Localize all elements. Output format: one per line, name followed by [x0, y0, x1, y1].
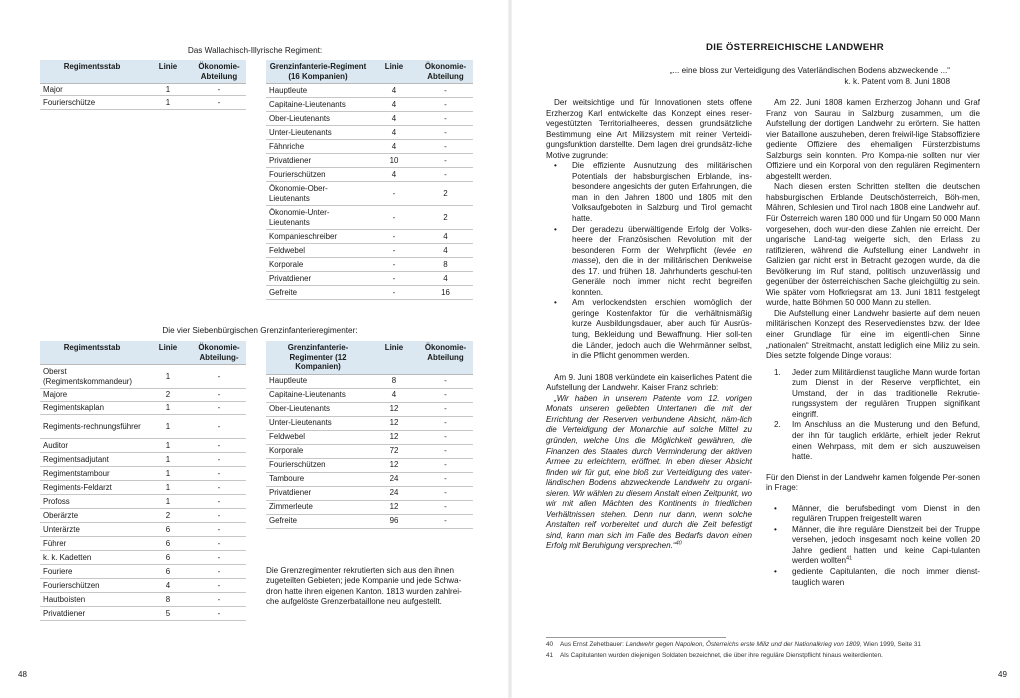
epigraph-source: k. k. Patent vom 8. Juni 1808 [844, 76, 950, 86]
table-cell: 6 [144, 565, 192, 579]
table-cell: Feldwebel [266, 244, 370, 258]
table-cell: 4 [370, 126, 418, 140]
table-cell: - [418, 374, 473, 388]
table-row [266, 182, 473, 206]
table-cell: Tamboure [266, 472, 370, 486]
table-cell: Hauptleute [266, 84, 370, 98]
table-row [266, 286, 473, 300]
table-cell: Privatdiener [266, 486, 370, 500]
table-cell: Profoss [40, 495, 144, 509]
table-cell: Majore [40, 389, 144, 402]
emperor-quote: „Wir haben in unserem Patente vom 12. vorigen Monats unseren geliebten Untertanen die mit der Errichtung der Reserven verbundene Absicht, näm-lich die Verteidigung der Monarchie auf solche Mittel zu gründen, welche Uns die Möglichkeit gewähren, die Finanzen des Staates durch Verminderung der aktiven Armee zu erleichtern, eröffnet. In eben dieser Absicht finden wir für gut, eine bloß zur Verteidigung des vater-ländischen Bodens abzweckende Landwehr zu organi-sieren. Wir wählen zu diesem Anstalt einen Zeitpunkt, wo wir mit allen Mächten des Kontinents in friedlichen Verhältnissen stehen. Denn nur dann, wenn solche Anstalten reif vorbereitet und durch die Zeit befestigt sind, kann man sich im Falle des Bedarfs davon einen Erfolg mit Beruhigung versprechen.“$^{40}$ [546, 393, 752, 551]
table-cell: - [418, 112, 473, 126]
table-cell: - [418, 140, 473, 154]
table-cell: 16 [418, 286, 473, 300]
table-cell: - [192, 96, 246, 110]
table-cell: Unterärzte [40, 523, 144, 537]
table-cell: 4 [370, 388, 418, 402]
paragraph: Am 9. Juni 1808 verkündete ein kaiserliches Patent die Aufstellung der Landwehr. Kaiser Franz schrieb: [546, 372, 752, 393]
table-cell: Privatdiener [266, 154, 370, 168]
table-row [40, 593, 246, 607]
list-item: • gediente Capitulanten, die noch immer dienst-tauglich waren [774, 566, 980, 587]
table-cell: 2 [418, 182, 473, 206]
table-cell: Auditor [40, 439, 144, 453]
column-header: Ökonomie-Abteilung [418, 341, 473, 374]
table-cell: - [370, 206, 418, 230]
table-cell: 12 [370, 402, 418, 416]
table-cell: - [192, 84, 246, 96]
table-row [40, 523, 246, 537]
table-cell: - [192, 467, 246, 481]
table-cell: - [418, 154, 473, 168]
table-cell: Oberärzte [40, 509, 144, 523]
table-cell: - [418, 98, 473, 112]
table-row [266, 388, 473, 402]
bullet-list [766, 504, 980, 588]
page-number: 48 [18, 670, 27, 679]
table-cell: - [192, 402, 246, 415]
table-cell: - [418, 388, 473, 402]
table-cell: 24 [370, 472, 418, 486]
table-cell: 12 [370, 458, 418, 472]
column-header: Linie [144, 341, 192, 365]
table-cell: Ökonomie-Unter-Lieutenants [266, 206, 370, 230]
text-line: dron hatte ihren eigenen Kanton. 1813 wurden zahlrei- [266, 586, 462, 596]
column-header: Ökonomie-Abteilung [192, 60, 246, 84]
chapter-title: DIE ÖSTERREICHISCHE LANDWEHR [706, 42, 884, 53]
table-cell: - [192, 481, 246, 495]
table-row [266, 272, 473, 286]
table-cell: Korporale [266, 258, 370, 272]
list-item: • Der geradezu überwältigende Erfolg der Volks-heere der Französischen Revolution mit der besonderen Form der Wehrpflicht (levée en masse), den die in der militärischen Denkweise des 17. und frühen 18. Jahrhunderts geschul-ten Generäle noch immer nicht recht begreifen konnten. [554, 224, 753, 297]
table-transylvanian-infantry [266, 341, 473, 529]
column-header: Ökonomie-Abteilung [418, 60, 473, 84]
table-cell: k. k. Kadetten [40, 551, 144, 565]
table-cell: - [418, 84, 473, 98]
table-cell: - [192, 607, 246, 621]
table-row [266, 98, 473, 112]
table-row [40, 481, 246, 495]
table-caption-wallachian: Das Wallachisch-Illyrische Regiment: [187, 46, 323, 55]
table-cell: 4 [144, 579, 192, 593]
table-row [266, 140, 473, 154]
table-row [266, 112, 473, 126]
table-cell: 5 [144, 607, 192, 621]
table-row [266, 472, 473, 486]
list-item: 2. Im Anschluss an die Musterung und den Befund, der ihn für tauglich erklärte, erhielt jeder Rekrut einen Wehrpass, mit dem er sich auszuweisen hatte. [774, 420, 980, 462]
table-cell: 8 [370, 374, 418, 388]
table-row [40, 565, 246, 579]
table-cell: - [192, 551, 246, 565]
list-item: • Männer, die berufsbedingt vom Dienst in den regulären Truppen freigestellt waren [774, 503, 980, 524]
page-number: 49 [998, 670, 1007, 679]
table-cell: 1 [144, 365, 192, 389]
table-row [266, 168, 473, 182]
table-cell: - [192, 439, 246, 453]
table-header-row [40, 60, 246, 84]
epigraph-quote: „... eine bloss zur Verteidigung des Vaterländischen Bodens abzweckende ...“ [669, 66, 950, 75]
table-row [40, 439, 246, 453]
list-item: • Am verlockendsten erschien womöglich der geringe Kostenfaktor für die verhältnismäßig kurze Ausbildungsdauer, aber auch für Ausrüs-tung, Bekleidung und Bewaffnung. Hier soll-ten die Länder, jedoch auch die Wehrmänner selbst, in die Pflicht genommen werden. [554, 298, 752, 361]
table-row [266, 258, 473, 272]
paragraph: Für den Dienst in der Landwehr kamen folgende Per-sonen in Frage: [766, 472, 980, 493]
table-cell: - [370, 244, 418, 258]
footnote-divider [546, 637, 726, 638]
table-cell: 2 [144, 509, 192, 523]
table-row [40, 551, 246, 565]
list-item: • Die effiziente Ausnutzung des militärischen Potentials der habsburgischen Erblande, ins-besondere angesichts der guten Erfahrungen, die man in den Jahren 1800 und 1805 mit den Volksaufgeboten in Salzburg und Tirol gemacht hatte. [554, 161, 752, 224]
table-cell: - [418, 430, 473, 444]
table-cell: - [418, 416, 473, 430]
table-cell: 1 [144, 453, 192, 467]
table-header-row [266, 341, 473, 374]
table-cell: 96 [370, 514, 418, 528]
table-cell: 2 [418, 206, 473, 230]
table-cell: - [192, 579, 246, 593]
table-row [266, 154, 473, 168]
table-cell: 1 [144, 495, 192, 509]
table-cell: 4 [370, 84, 418, 98]
table-cell: 4 [418, 272, 473, 286]
table-cell: - [192, 509, 246, 523]
table-cell: - [192, 453, 246, 467]
table-cell: 12 [370, 416, 418, 430]
table-row [40, 402, 246, 415]
column-header: Ökonomie-Abteilung- [192, 341, 246, 365]
table-cell: Ökonomie-Ober-Lieutenants [266, 182, 370, 206]
table-row [266, 84, 473, 98]
table-cell: - [418, 126, 473, 140]
table-cell: - [418, 402, 473, 416]
table-cell: - [370, 182, 418, 206]
table-cell: - [418, 444, 473, 458]
table-row [266, 244, 473, 258]
table-cell: - [418, 168, 473, 182]
table-cell: - [192, 365, 246, 389]
table-cell: 10 [370, 154, 418, 168]
text-column-1 [546, 98, 752, 552]
table-cell: - [370, 230, 418, 244]
table-cell: 1 [144, 467, 192, 481]
table-wallachian-staff [40, 60, 246, 110]
table-cell: Regiments-Feldarzt [40, 481, 144, 495]
table-row [40, 509, 246, 523]
table-cell: - [370, 272, 418, 286]
table-caption-transylvanian: Die vier Siebenbürgischen Grenzinfanterieregimenter: [162, 326, 358, 335]
table-cell: 4 [370, 140, 418, 154]
text-line: Die Grenzregimenter rekrutierten sich aus den ihnen [266, 566, 455, 575]
table-row [40, 495, 246, 509]
table-cell: - [418, 500, 473, 514]
table-cell: 72 [370, 444, 418, 458]
list-item: • Männer, die ihre reguläre Dienstzeit bei der Truppe versehen, jedoch insgesamt noch keine vollen 20 Jahre gedient hatten und keine Capi-tulanten werden wollten$^{41}$ [774, 524, 980, 566]
table-cell: Feldwebel [266, 430, 370, 444]
table-cell: Regiments-rechnungsführer [40, 415, 144, 439]
table-cell: - [370, 286, 418, 300]
closing-paragraph [266, 566, 476, 608]
table-cell: 8 [144, 593, 192, 607]
footnote-41: 41 Als Capitulanten wurden diejenigen Soldaten bezeichnet, die über ihre reguläre Dienstpflicht hinaus weiterdienten. [546, 652, 883, 659]
table-cell: - [418, 514, 473, 528]
footnote-ref[interactable]: 41 [846, 555, 853, 562]
table-row [40, 537, 246, 551]
table-row [266, 500, 473, 514]
table-cell: Hautboisten [40, 593, 144, 607]
table-cell: 1 [144, 481, 192, 495]
table-cell: - [192, 415, 246, 439]
table-row [266, 402, 473, 416]
table-cell: Capitaine-Lieutenants [266, 388, 370, 402]
epigraph [510, 66, 950, 87]
table-row [40, 96, 246, 110]
text-line: zugeteilten Gebieten; jede Kompanie und jede Schwa- [266, 576, 462, 586]
table-cell: Unter-Lieutenants [266, 126, 370, 140]
table-row [40, 607, 246, 621]
table-cell: 4 [370, 168, 418, 182]
table-cell: Zimmerleute [266, 500, 370, 514]
table-row [40, 365, 246, 389]
table-cell: - [192, 593, 246, 607]
footnote-ref[interactable]: 40 [675, 540, 682, 547]
table-cell: Hauptleute [266, 374, 370, 388]
paragraph: Am 22. Juni 1808 kamen Erzherzog Johann und Graf Franz von Saurau in Salzburg zusammen, um die Aufstellung der dortigen Landwehr zu erörtern. Sie hatten vier Bataillone auszuheben, deren freiwil-lige Stabsoffiziere gediente Offiziere des ehemaligen Fürsterzbistums Salzburgs sein konnten. Pro Kompa-nie sollten nur vier Offiziere und ein Korporal von den regulären Regimentern abgestellt werden. [766, 98, 980, 181]
column-header: Linie [370, 341, 418, 374]
table-row [266, 374, 473, 388]
table-cell: Kompanieschreiber [266, 230, 370, 244]
table-cell: - [192, 565, 246, 579]
table-row [40, 453, 246, 467]
table-cell: Regimentstambour [40, 467, 144, 481]
table-cell: - [192, 389, 246, 402]
table-cell: 4 [370, 98, 418, 112]
table-cell: Gefreite [266, 286, 370, 300]
table-cell: Regimentskaplan [40, 402, 144, 415]
table-cell: 4 [418, 230, 473, 244]
table-cell: 2 [144, 389, 192, 402]
column-header: Grenzinfanterie-Regimenter (12 Kompanien) [266, 341, 370, 374]
table-cell: Fourierschützen [266, 168, 370, 182]
bullet-list [546, 161, 752, 361]
table-cell: Privatdiener [40, 607, 144, 621]
table-cell: Fourierschützen [266, 458, 370, 472]
paragraph: Der weitsichtige und für Innovationen stets offene Erzherzog Karl entwickelte das Konzept eines reser-vegestützten Territorialheeres, dessen grundsätzliche Bestimmung eine Art Milizsystem mit reiner Verteidi-gungsfunktion darstellte. Dem lagen drei grundsätz-liche Motive zugrunde: [546, 98, 752, 160]
table-cell: - [192, 523, 246, 537]
column-header: Grenzinfanterie-Regiment (16 Kompanien) [266, 60, 370, 84]
table-cell: Gefreite [266, 514, 370, 528]
table-row [266, 458, 473, 472]
table-row [266, 514, 473, 528]
table-row [40, 389, 246, 402]
table-cell: - [192, 537, 246, 551]
column-header: Regimentsstab [40, 341, 144, 365]
table-cell: Korporale [266, 444, 370, 458]
list-item: 1. Jeder zum Militärdienst taugliche Mann wurde fortan zum Dienst in der Reserve verpflichtet, ein Umstand, der in das traditionelle Rekrutie-rungssystem der regulären Truppen signifikant eingriff. [774, 367, 980, 419]
column-header: Linie [144, 60, 192, 84]
table-cell: - [370, 258, 418, 272]
table-cell: - [192, 495, 246, 509]
table-cell: 1 [144, 96, 192, 110]
table-cell: 1 [144, 415, 192, 439]
table-row [266, 486, 473, 500]
right-page [510, 0, 1020, 698]
table-cell: Ober-Lieutenants [266, 112, 370, 126]
table-row [266, 206, 473, 230]
table-transylvanian-staff [40, 341, 246, 621]
table-row [40, 415, 246, 439]
table-cell: 1 [144, 84, 192, 96]
table-cell: Privatdiener [266, 272, 370, 286]
table-cell: Fähnriche [266, 140, 370, 154]
table-cell: - [418, 472, 473, 486]
table-row [40, 579, 246, 593]
table-row [40, 84, 246, 96]
table-cell: 8 [418, 258, 473, 272]
table-cell: 4 [370, 112, 418, 126]
table-row [266, 416, 473, 430]
table-cell: 4 [418, 244, 473, 258]
table-cell: 6 [144, 537, 192, 551]
table-cell: 6 [144, 551, 192, 565]
table-cell: Regimentsadjutant [40, 453, 144, 467]
table-cell: 1 [144, 439, 192, 453]
column-header: Linie [370, 60, 418, 84]
paragraph: Die Aufstellung einer Landwehr basierte auf dem neuen militärischen Konzept des Reservedienstes bzw. der Idee einer Grundlage für eine im eigentli-chen Sinne „nationalen“ Streitmacht, anstatt lediglich eine Miliz zu sein. Dies setzte folgende Dinge voraus: [766, 308, 980, 361]
table-header-row [266, 60, 473, 84]
table-cell: 24 [370, 486, 418, 500]
table-cell: 1 [144, 402, 192, 415]
table-cell: Capitaine-Lieutenants [266, 98, 370, 112]
footnote-40: 40 Aus Ernst Zehetbauer: Landwehr gegen Napoleon, Österreichs erste Miliz und der Nationalkrieg von 1809, Wien 1999, Seite 31 [546, 641, 921, 648]
table-row [266, 126, 473, 140]
table-row [266, 230, 473, 244]
table-row [266, 444, 473, 458]
table-cell: 6 [144, 523, 192, 537]
table-cell: Fouriere [40, 565, 144, 579]
table-wallachian-infantry [266, 60, 473, 300]
table-row [40, 467, 246, 481]
numbered-list [766, 368, 980, 463]
table-header-row [40, 341, 246, 365]
table-cell: 12 [370, 500, 418, 514]
text-line: che aufgelöste Grenzerbataillone neu aufgestellt. [266, 597, 442, 607]
table-cell: 12 [370, 430, 418, 444]
table-cell: Oberst (Regimentskommandeur) [40, 365, 144, 389]
column-header: Regimentsstab [40, 60, 144, 84]
table-cell: - [418, 458, 473, 472]
table-cell: Fourierschütze [40, 96, 144, 110]
text-column-2 [766, 98, 980, 588]
paragraph: Nach diesen ersten Schritten stellten die deutschen habsburgischen Erblande Deutschösterreich, Böh-men, Mähren, Schlesien und Tirol nach 1808 eine Landwehr auf. Für Österreich waren 180 000 und für Ungarn 50 000 Mann vorgesehen, doch wur-den diese Zahlen nie erreicht. Der ungarische Land-tag weigerte sich, den Erlass zu ratifizieren, während die Aufstellung einer Landwehr in Galizien gar nicht erst in Betracht gezogen wurde, da die Bevölkerung im Ruf stand, politisch unzuverlässig und gegenüber der österreichischen Sache gleichgültig zu sein. Wie später vom Hofkriegsrat am 13. Juni 1811 festgelegt wurde, hatte Böhmen 50 000 Mann zu stellen. [766, 182, 980, 308]
table-cell: Major [40, 84, 144, 96]
table-cell: Unter-Lieutenants [266, 416, 370, 430]
table-row [266, 430, 473, 444]
table-cell: - [418, 486, 473, 500]
table-cell: Ober-Lieutenants [266, 402, 370, 416]
table-cell: Fourierschützen [40, 579, 144, 593]
table-cell: Führer [40, 537, 144, 551]
